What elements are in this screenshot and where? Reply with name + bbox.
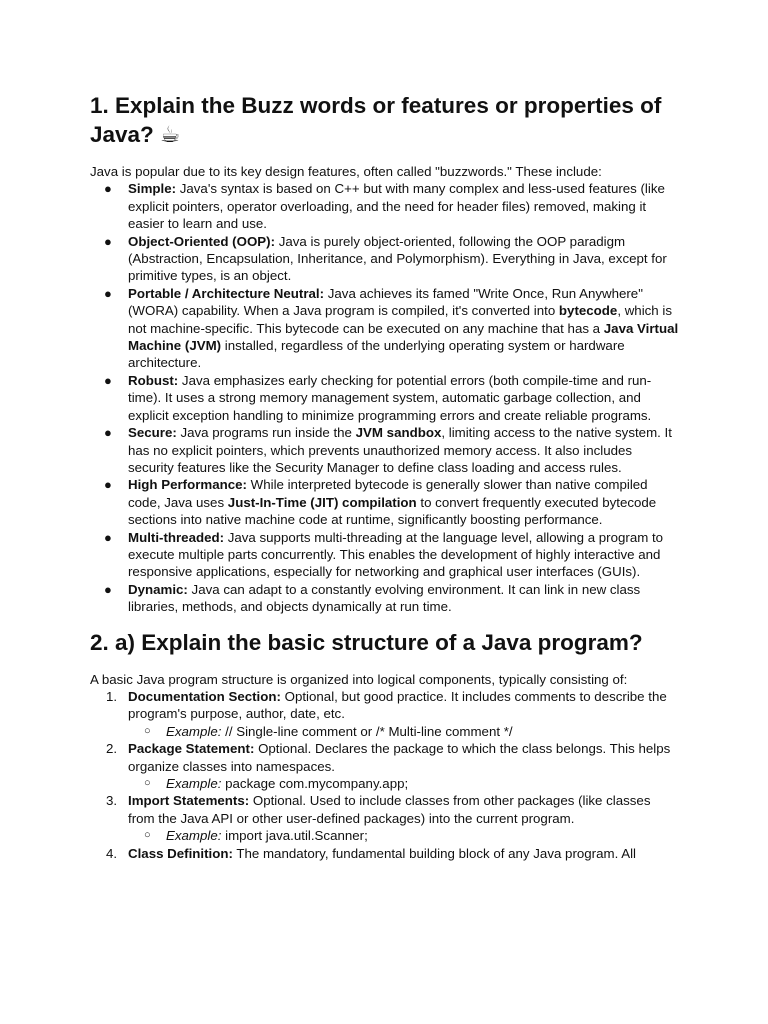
sub-bullet-icon: ○ [144,829,151,842]
example-label: Example: [166,776,222,791]
structure-text: Optional, but good practice. It includes comments to describe the program's purpose, author, date, etc. [128,688,667,722]
item-number: 3. [106,793,118,809]
sub-bullet-icon: ○ [144,777,151,789]
feature-text: Java's syntax is based on C++ but with many complex and less-used features (like explicit pointers, operator overloading, and the need for header files) removed, making it easier to learn and use. [128,181,665,232]
document-content [90,91,680,862]
feature-term: Portable / Architecture Neutral: [128,285,325,301]
features-list [90,180,680,615]
example-label: Example: [166,828,222,844]
feature-text: While interpreted bytecode is generally slower than native compiled code, Java uses [128,477,648,510]
item-number: 2. [106,741,118,757]
feature-text: to convert frequently executed bytecode sections into native machine code at runtime, significantly boosting performance. [128,494,657,528]
structure-term: Documentation Section: [128,688,281,704]
feature-item [90,180,680,232]
example-line [128,775,680,792]
structure-text: Optional. Declares the package to which the class belongs. This helps organize classes into namespaces. [128,741,671,774]
section2-intro: A basic Java program structure is organized into logical components, typically consisting of: [90,671,628,687]
sub-bullet-icon: ○ [144,724,151,737]
feature-text: installed, regardless of the underlying operating system or hardware architecture. [128,338,625,371]
structure-text: Optional. Used to include classes from other packages (like classes from the Java API or other user-defined packages) into the current program. [128,793,651,826]
feature-emphasis: JVM sandbox [355,425,442,441]
bullet-icon: ● [104,425,112,441]
bullet-icon: ● [104,477,112,493]
feature-emphasis: Just-In-Time (JIT) compilation [227,494,417,510]
structure-item [90,740,680,792]
structure-term: Package Statement: [128,741,255,757]
structure-item [90,845,680,862]
feature-text: , limiting access to the native system. It has no explicit pointers, which prevents unauthorized memory access. It also includes security features like the Security Manager to define class loading and access rules. [128,425,672,475]
section2-heading: 2. a) Explain the basic structure of a Java program? [90,629,643,655]
bullet-icon: ● [104,372,112,388]
feature-term: Robust: [128,372,179,388]
feature-text: Java programs run inside the [176,425,356,441]
feature-item [90,581,680,616]
feature-text: , which is not machine-specific. This bytecode can be executed on any machine that has a [128,303,672,336]
section1-intro: Java is popular due to its key design features, often called "buzzwords." These include: [90,164,602,179]
feature-term: Multi-threaded: [128,529,225,545]
feature-item [90,424,680,476]
feature-text: Java achieves its famed "Write Once, Run Anywhere" (WORA) capability. When a Java program is compiled, it's converted into [128,285,643,319]
example-line [128,723,680,740]
feature-emphasis: Java Virtual Machine (JVM) [128,320,679,354]
feature-term: Dynamic: [128,581,188,597]
feature-item [90,529,680,581]
structure-item [90,792,680,844]
feature-item [90,285,680,372]
bullet-icon: ● [104,181,112,197]
structure-text: The mandatory, fundamental building block of any Java program. All [232,845,636,861]
bullet-icon: ● [104,285,112,301]
feature-item [90,476,680,528]
feature-term: Object-Oriented (OOP): [128,233,276,249]
feature-item [90,372,680,424]
bullet-icon: ● [104,529,112,545]
feature-item [90,233,680,285]
example-code: package com.mycompany.app; [221,776,409,791]
feature-text: Java can adapt to a constantly evolving environment. It can link in new class libraries, methods, and objects dynamically at run time. [128,581,641,615]
structure-list [90,688,680,862]
example-code: // Single-line comment or /* Multi-line comment */ [221,723,513,739]
example-code: import java.util.Scanner; [221,828,368,844]
bullet-icon: ● [104,233,112,249]
feature-emphasis: bytecode [558,303,618,319]
feature-text: Java supports multi-threading at the language level, allowing a program to execute multiple parts concurrently. This enables the development of highly interactive and responsive applications, especially for networking and graphical user interfaces (GUIs). [128,529,664,580]
feature-term: Secure: [128,425,177,441]
structure-item [90,688,680,740]
item-number: 1. [106,688,118,704]
bullet-icon: ● [104,581,112,597]
feature-term: Simple: [128,181,177,197]
section1-heading: 1. Explain the Buzz words or features or properties of Java? ☕ [90,93,662,147]
example-label: Example: [166,723,222,739]
feature-text: Java is purely object-oriented, following the OOP paradigm (Abstraction, Encapsulation, Inheritance, and Polymorphism). Everything in Java, except for primitive types, is an object. [128,233,667,284]
structure-term: Class Definition: [128,845,233,861]
feature-term: High Performance: [128,477,247,493]
feature-text: Java emphasizes early checking for potential errors (both compile-time and run-time). It uses a strong memory management system, automatic garbage collection, and explicit exception handling to minimize programming errors and create reliable programs. [128,372,652,423]
example-line [128,827,680,844]
item-number: 4. [106,845,118,861]
structure-term: Import Statements: [128,793,250,809]
